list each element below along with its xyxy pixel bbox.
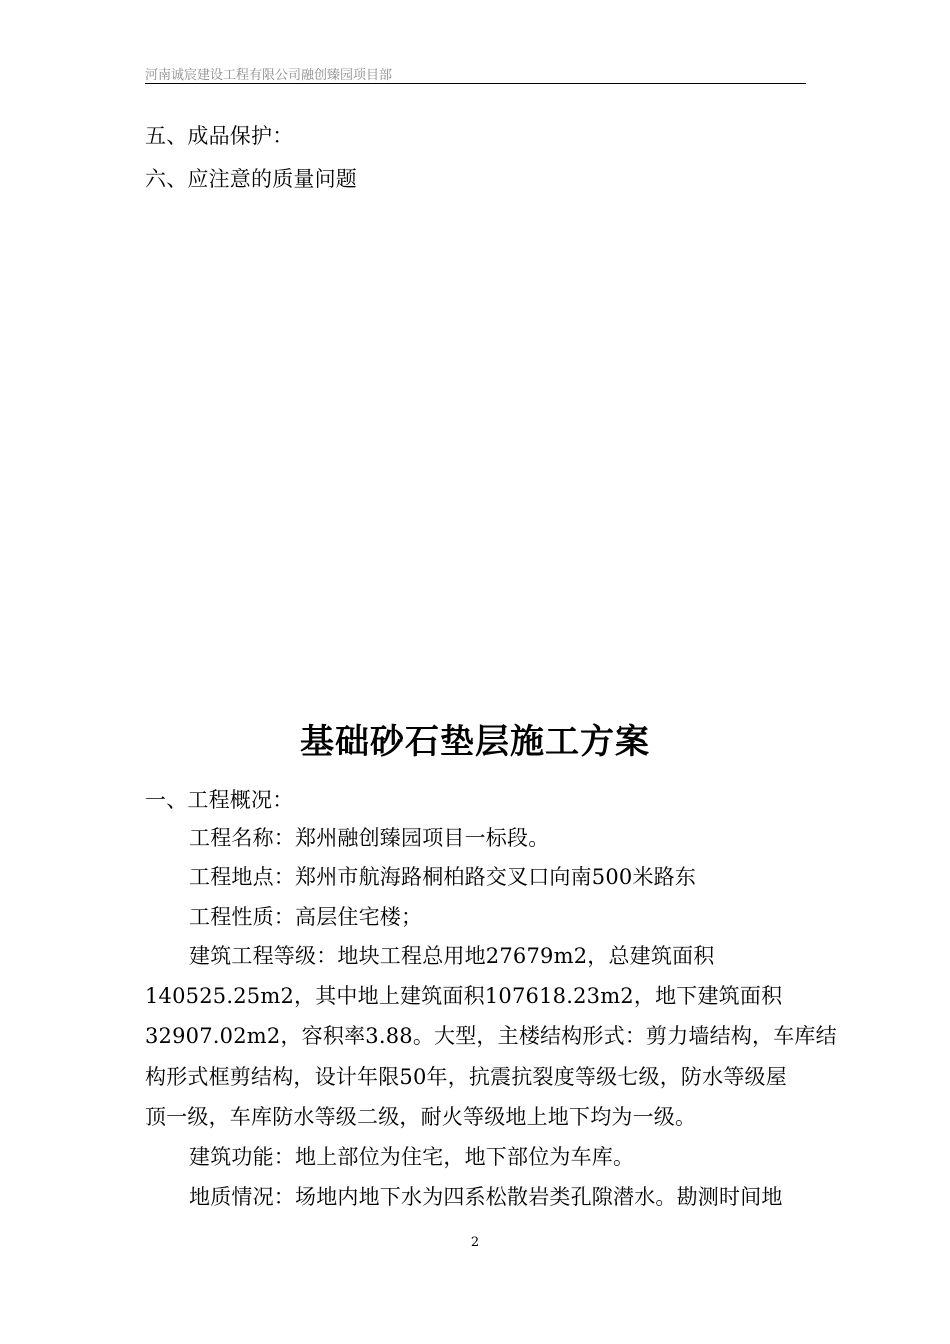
project-nature-line: 工程性质：高层住宅楼； — [189, 905, 423, 929]
geology-line: 地质情况：场地内地下水为四系松散岩类孔隙潜水。勘测时间地 — [189, 1185, 783, 1209]
section-5-heading: 五、成品保护： — [145, 124, 294, 148]
grade-paragraph-line-4: 构形式框剪结构，设计年限50年，抗震抗裂度等级七级，防水等级屋 — [145, 1065, 787, 1089]
document-title: 基础砂石垫层施工方案 — [300, 722, 650, 762]
page-number: 2 — [470, 1235, 480, 1250]
section-6-heading: 六、应注意的质量问题 — [145, 167, 357, 191]
grade-paragraph-line-2: 140525.25m2，其中地上建筑面积107618.23m2，地下建筑面积 — [145, 984, 783, 1008]
grade-paragraph-line-1: 建筑工程等级：地块工程总用地27679m2，总建筑面积 — [189, 944, 715, 968]
grade-paragraph-line-5: 顶一级，车库防水等级二级，耐火等级地上地下均为一级。 — [145, 1105, 697, 1129]
grade-paragraph-line-3: 32907.02m2，容积率3.88。大型，主楼结构形式：剪力墙结构，车库结 — [145, 1024, 837, 1048]
function-line: 建筑功能：地上部位为住宅，地下部位为车库。 — [189, 1145, 635, 1169]
project-location-line: 工程地点：郑州市航海路桐柏路交叉口向南500米路东 — [189, 865, 697, 889]
project-name-line: 工程名称：郑州融创臻园项目一标段。 — [189, 826, 550, 850]
page-header: 河南诚宸建设工程有限公司融创臻园项目部 — [145, 68, 393, 83]
section-1-heading: 一、工程概况： — [145, 788, 294, 812]
header-divider — [145, 83, 806, 84]
